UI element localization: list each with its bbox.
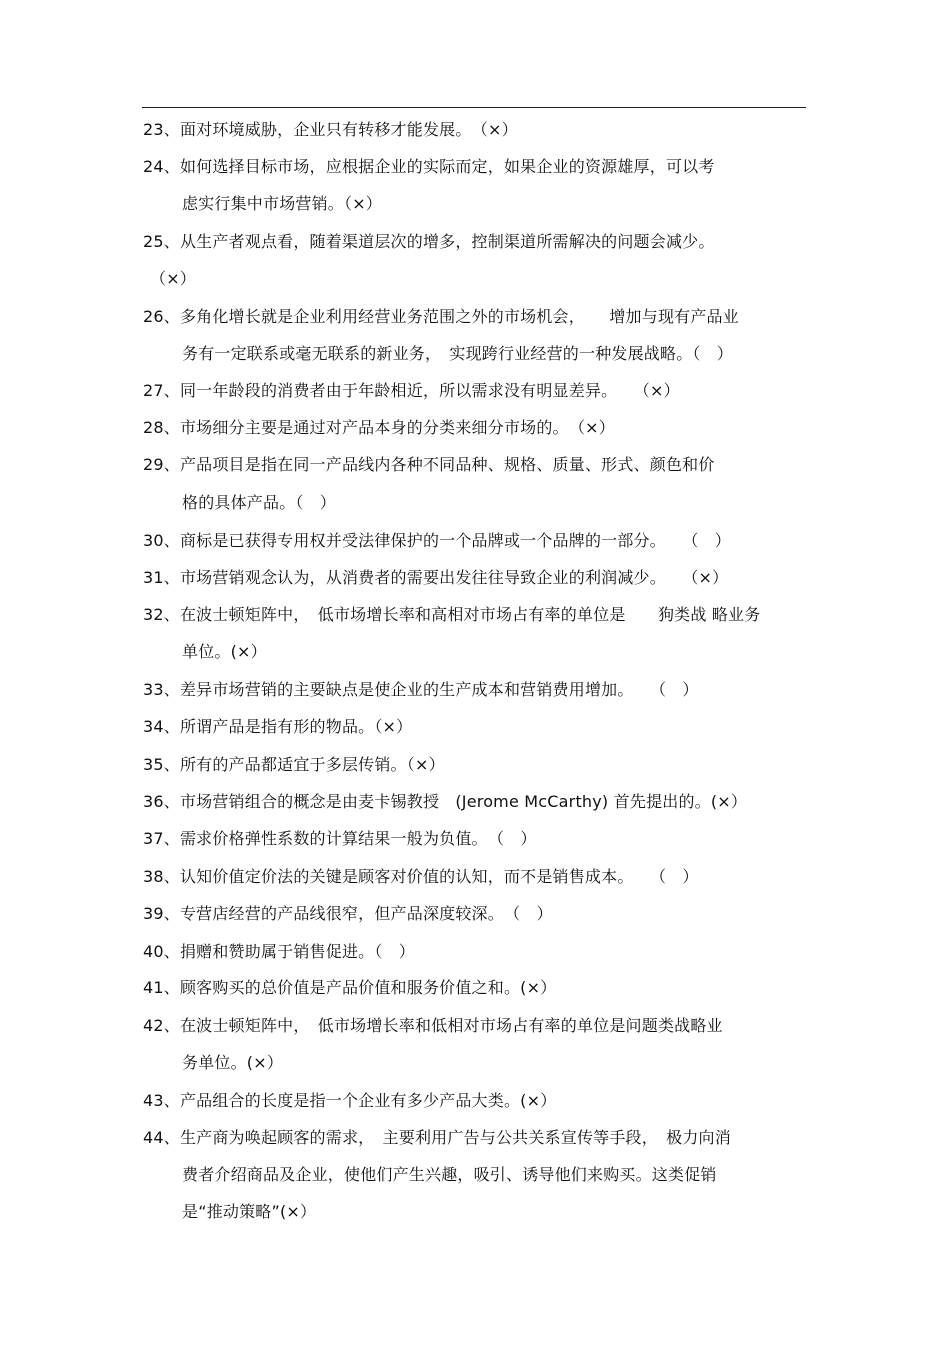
question-25-cont: （×） — [150, 269, 197, 288]
question-29-cont: 格的具体产品。（ ） — [182, 493, 337, 512]
question-28: 28、市场细分主要是通过对产品本身的分类来细分市场的。 （×） — [143, 418, 615, 437]
question-44: 44、生产商为唤起顾客的需求， 主要利用广告与公共关系宣传等手段， 极力向消 — [143, 1128, 731, 1147]
question-25: 25、从生产者观点看，随着渠道层次的增多，控制渠道所需解决的问题会减少。 — [143, 232, 715, 251]
question-26: 26、多角化增长就是企业利用经营业务范围之外的市场机会， 增加与现有产品业 — [143, 307, 739, 326]
question-43: 43、产品组合的长度是指一个企业有多少产品大类。(×） — [143, 1091, 557, 1110]
question-44-cont: 费者介绍商品及企业，使他们产生兴趣，吸引、诱导他们来购买。这类促销 — [182, 1165, 717, 1184]
question-35: 35、所有的产品都适宜于多层传销。（×） — [143, 755, 445, 774]
question-40: 40、捐赠和赞助属于销售促进。（ ） — [143, 942, 415, 961]
question-41: 41、顾客购买的总价值是产品价值和服务价值之和。(×） — [143, 978, 557, 997]
question-42-cont: 务单位。(×） — [182, 1053, 284, 1072]
question-42: 42、在波士顿矩阵中， 低市场增长率和低相对市场占有率的单位是问题类战略业 — [143, 1016, 723, 1035]
question-34: 34、所谓产品是指有形的物品。（×） — [143, 717, 413, 736]
question-44-cont-2: 是“推动策略”(×） — [182, 1202, 317, 1221]
question-38: 38、认知价值定价法的关键是顾客对价值的认知，而不是销售成本。 （ ） — [143, 867, 699, 886]
question-31: 31、市场营销观念认为，从消费者的需要出发往往导致企业的利润减少。 （×） — [143, 568, 729, 587]
question-26-cont: 务有一定联系或毫无联系的新业务， 实现跨行业经营的一种发展战略。（ ） — [182, 344, 734, 363]
question-24-cont: 虑实行集中市场营销。（×） — [182, 194, 383, 213]
question-32-cont: 单位。(×） — [182, 642, 267, 661]
question-36: 36、市场营销组合的概念是由麦卡锡教授 (Jerome McCarthy) 首先提出的。(×） — [143, 792, 748, 811]
question-23: 23、面对环境威胁，企业只有转移才能发展。 （×） — [143, 120, 518, 139]
question-24: 24、如何选择目标市场，应根据企业的实际而定，如果企业的资源雄厚，可以考 — [143, 157, 715, 176]
question-29: 29、产品项目是指在同一产品线内各种不同品种、规格、质量、形式、颜色和价 — [143, 455, 715, 474]
question-37: 37、需求价格弹性系数的计算结果一般为负值。 （ ） — [143, 829, 537, 848]
question-33: 33、差异市场营销的主要缺点是使企业的生产成本和营销费用增加。 （ ） — [143, 680, 699, 699]
question-27: 27、同一年龄段的消费者由于年龄相近，所以需求没有明显差异。 （×） — [143, 381, 680, 400]
question-32: 32、在波士顿矩阵中， 低市场增长率和高相对市场占有率的单位是 狗类战 略业务 — [143, 605, 761, 624]
question-30: 30、商标是已获得专用权并受法律保护的一个品牌或一个品牌的一部分。 （ ） — [143, 531, 731, 550]
header-rule — [142, 107, 806, 108]
question-39: 39、专营店经营的产品线很窄，但产品深度较深。 （ ） — [143, 904, 553, 923]
